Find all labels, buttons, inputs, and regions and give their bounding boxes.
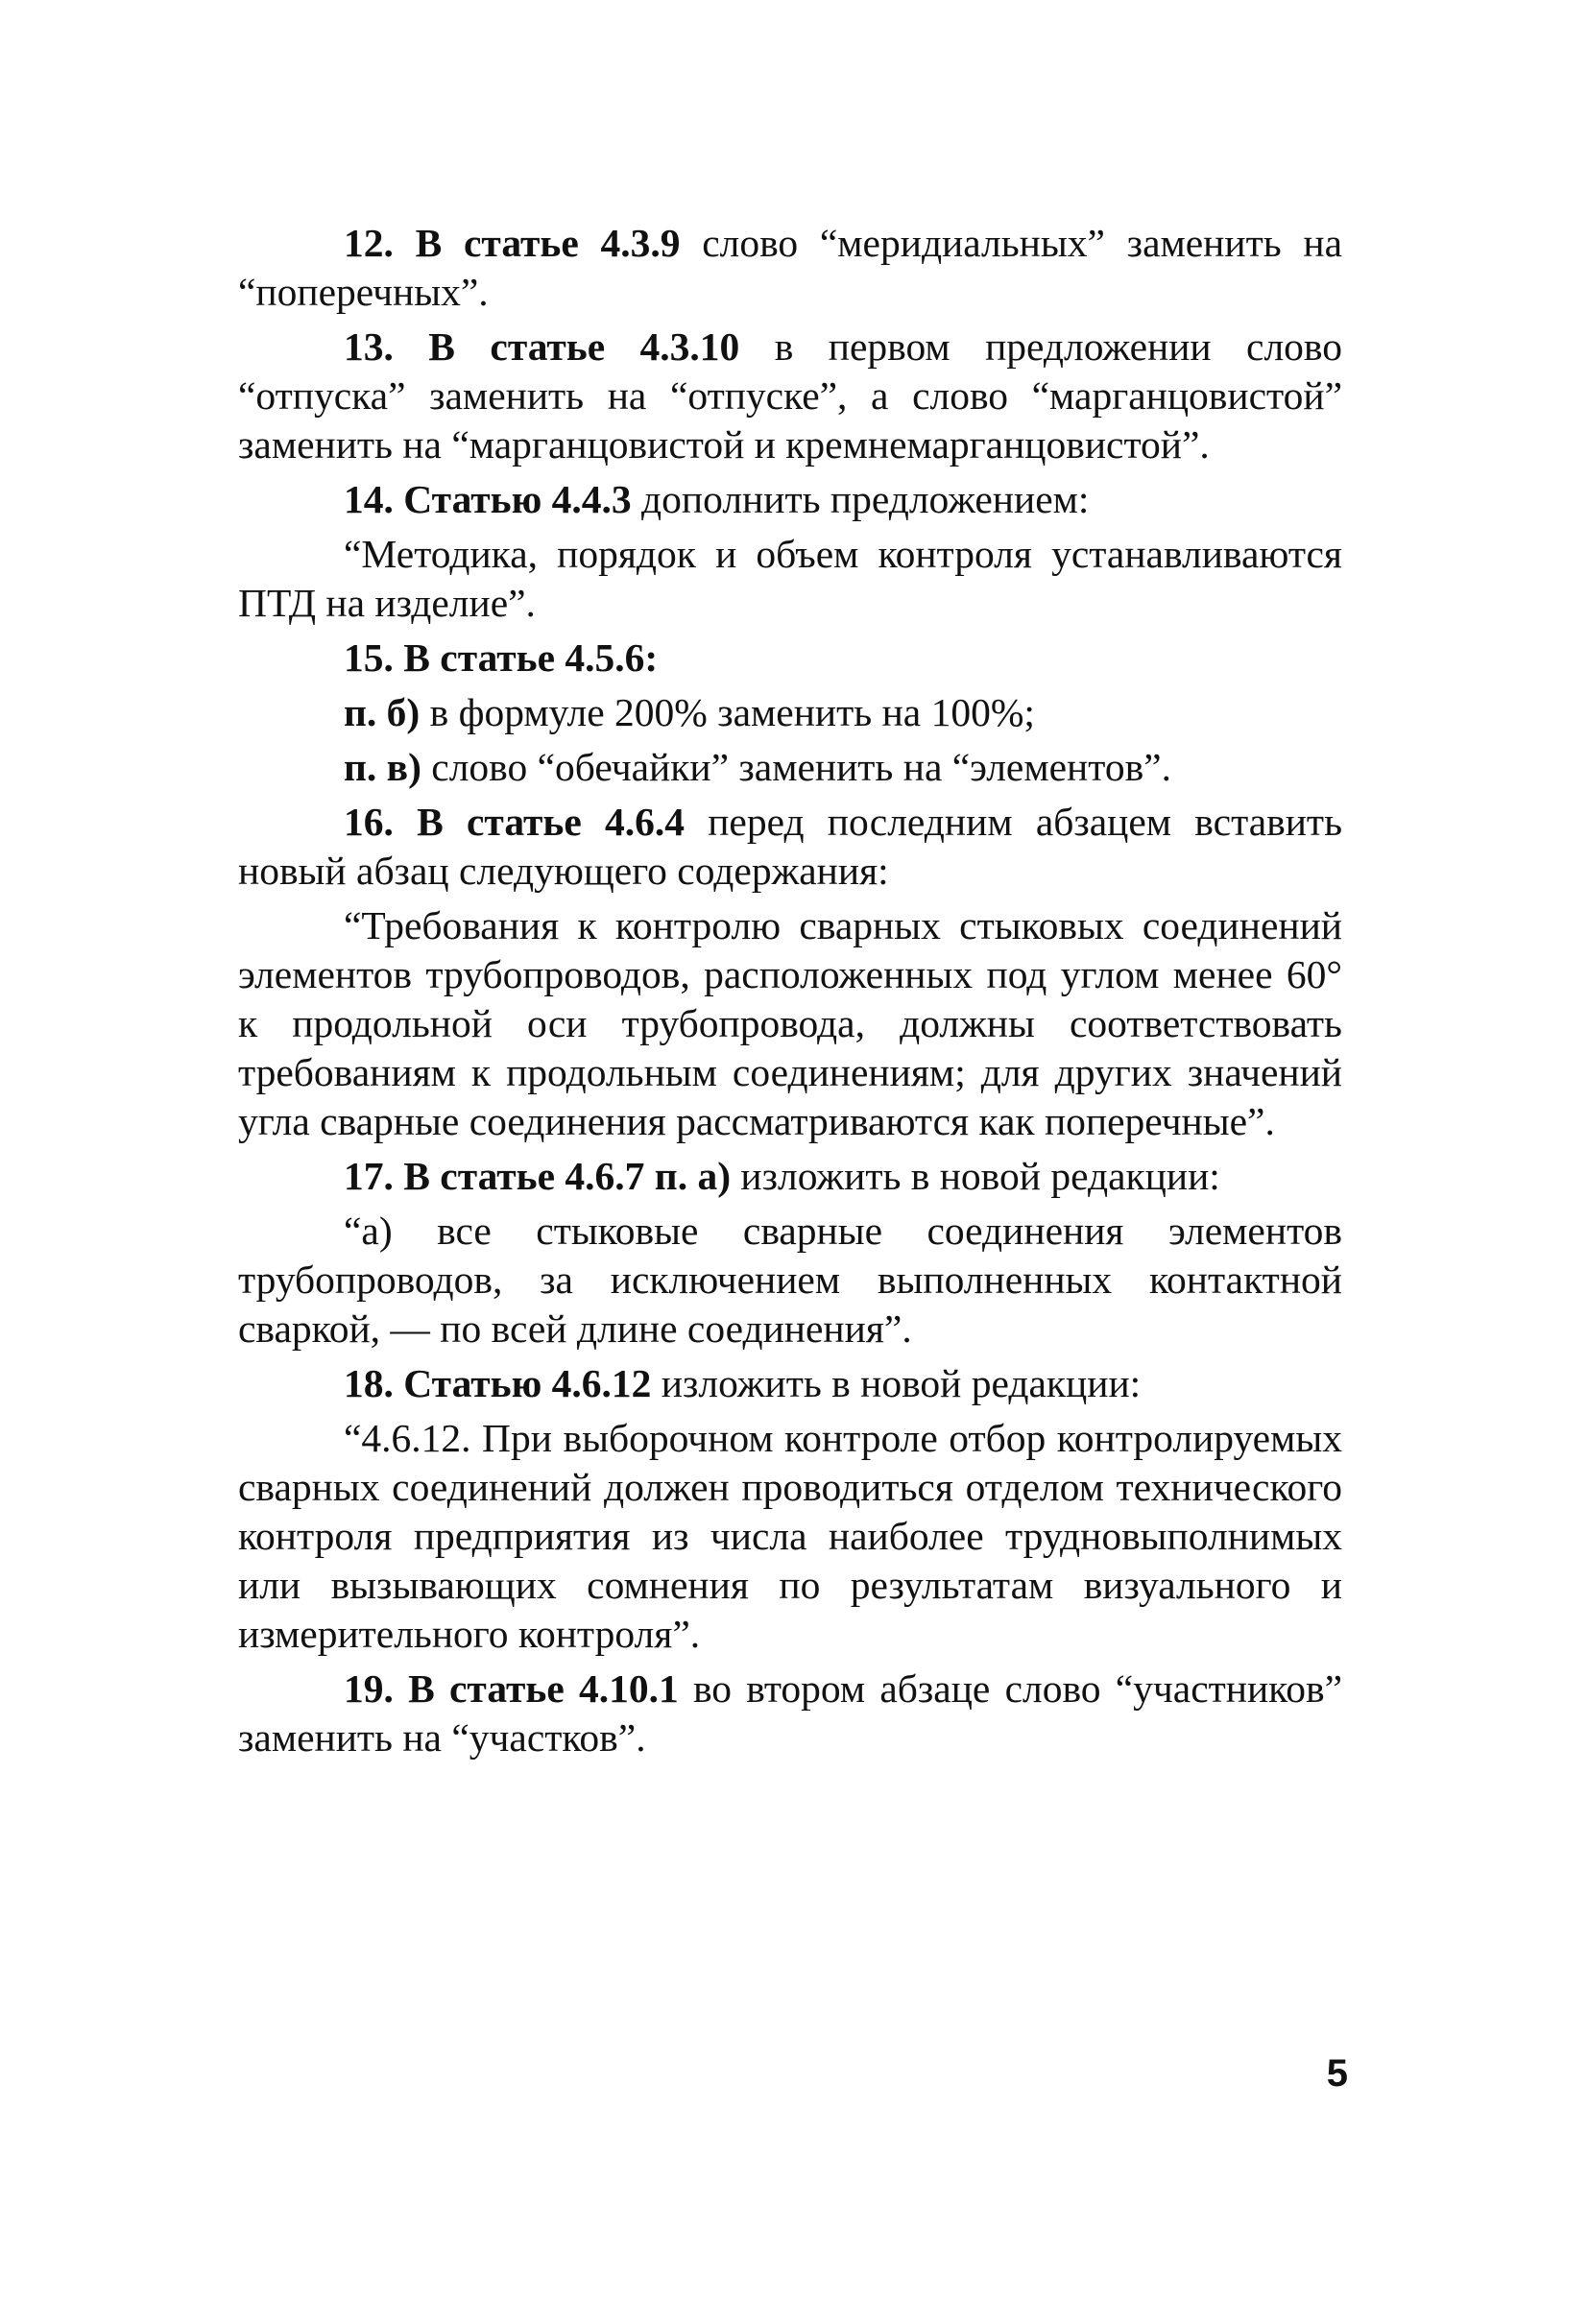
amendment-item-14 bbox=[238, 475, 1342, 524]
amendment-ref: 16. В статье 4.6.4 bbox=[344, 800, 685, 844]
amendment-ref: 13. В статье 4.3.10 bbox=[344, 324, 740, 369]
amendment-subitem-b bbox=[238, 688, 1342, 737]
amendment-ref: 14. Статью 4.4.3 bbox=[344, 477, 632, 521]
amendment-item-15 bbox=[238, 634, 1342, 683]
amendment-item-13 bbox=[238, 323, 1342, 469]
document-body bbox=[238, 219, 1342, 1768]
amendment-text: слово “меридиальных” заменить на “поперечных”. bbox=[238, 221, 1343, 314]
quoted-text-14: “Методика, порядок и объем контроля устанавливаются ПТД на изделие”. bbox=[238, 532, 1342, 625]
amendment-text: изложить в новой редакции: bbox=[731, 1154, 1220, 1198]
amendment-item-16 bbox=[238, 798, 1342, 896]
amendment-ref: 19. В статье 4.10.1 bbox=[344, 1666, 679, 1711]
subitem-text: слово “обечайки” заменить на “элементов”. bbox=[421, 745, 1171, 789]
amendment-ref: 12. В статье 4.3.9 bbox=[344, 221, 681, 265]
amendment-text: в первом предложении слово “отпуска” заменить на “отпуске”, а слово “марганцовистой” заменить на “марганцовистой и кремнемарганцовистой”. bbox=[238, 324, 1342, 467]
amendment-text: изложить в новой редакции: bbox=[651, 1361, 1142, 1405]
quoted-text-18: “4.6.12. При выборочном контроле отбор контролируемых сварных соединений должен проводиться отделом технического контроля предприятия из числа наиболее трудновыполнимых или вызывающих сомнения по результатам визуального и измерительного контроля”. bbox=[238, 1416, 1342, 1656]
subitem-ref: п. в) bbox=[344, 745, 421, 789]
subitem-text: в формуле 200% заменить на 100%; bbox=[420, 690, 1035, 734]
quoted-text-17: “а) все стыковые сварные соединения элементов трубопроводов, за исключением выполненных контактной сваркой, — по всей длине соединения”. bbox=[238, 1209, 1342, 1351]
amendment-ref: 17. В статье 4.6.7 п. а) bbox=[344, 1154, 732, 1198]
subitem-ref: п. б) bbox=[344, 690, 421, 734]
amendment-subitem-v bbox=[238, 743, 1342, 792]
amendment-ref: 18. Статью 4.6.12 bbox=[344, 1361, 652, 1405]
amendment-item-12 bbox=[238, 219, 1342, 317]
amendment-ref: 15. В статье 4.5.6: bbox=[344, 635, 659, 680]
amendment-item-18 bbox=[238, 1359, 1342, 1408]
amendment-item-19 bbox=[238, 1665, 1342, 1762]
page-number: 5 bbox=[1326, 2052, 1348, 2095]
amendment-text: перед последним абзацем вставить новый абзац следующего содержания: bbox=[238, 800, 1342, 893]
quoted-text-16: “Требования к контролю сварных стыковых соединений элементов трубопроводов, расположенных под углом менее 60° к продольной оси трубопровода, должны соответствовать требованиям к продольным соединениям; для других значений угла сварные соединения рассматриваются как поперечные”. bbox=[238, 903, 1342, 1143]
amendment-text: во втором абзаце слово “участников” заменить на “участков”. bbox=[238, 1666, 1343, 1760]
amendment-item-17 bbox=[238, 1152, 1342, 1201]
amendment-text: дополнить предложением: bbox=[631, 477, 1090, 521]
